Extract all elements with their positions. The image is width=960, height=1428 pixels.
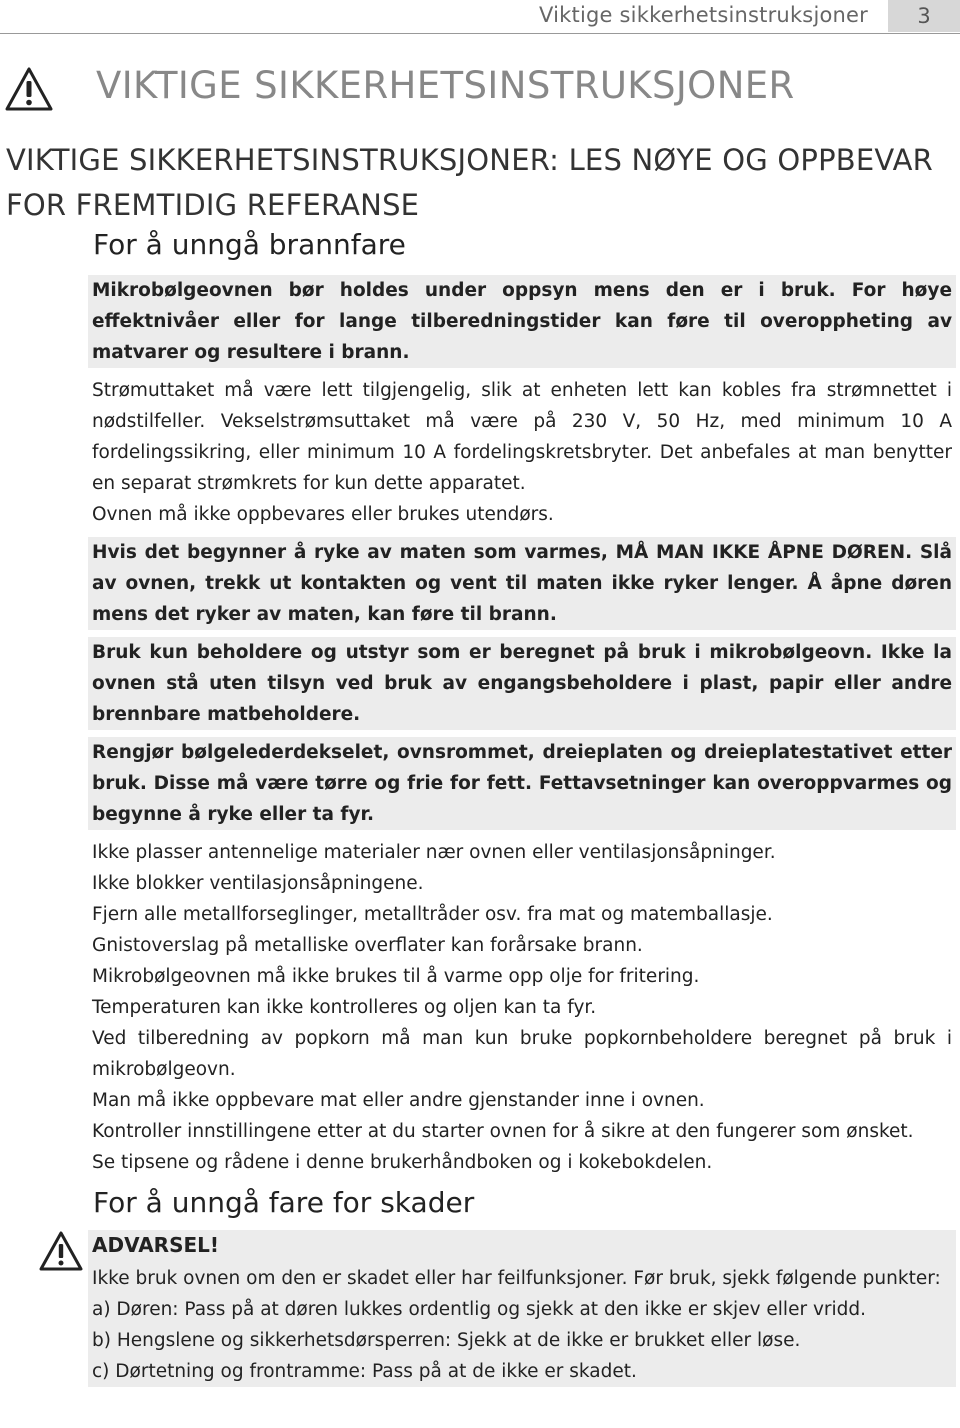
- list-item: Temperaturen kan ikke kontrolleres og oljen kan ta fyr.: [92, 997, 597, 1018]
- list-item: Mikrobølgeovnen må ikke brukes til å varme opp olje for fritering.: [92, 966, 700, 987]
- list-item: Fjern alle metallforseglinger, metalltråder osv. fra mat og matemballasje.: [92, 904, 773, 925]
- warning-triangle-icon: [4, 66, 54, 112]
- header-rule: [0, 33, 960, 34]
- page-number: 3: [888, 0, 960, 32]
- paragraph: Bruk kun beholdere og utstyr som er beregnet på bruk i mikrobølgeovn. Ikke la ovnen stå uten tilsyn ved bruk av engangsbeholdere i plast, papir eller andre brennbare matbeholdere.: [88, 637, 956, 730]
- paragraph: Strømuttaket må være lett tilgjengelig, slik at enheten lett kan kobles fra strømnettet i nødstilfeller. Vekselstrømsuttaket må være på 230 V, 50 Hz, med minimum 10 A fordelingssikring, eller minimum 10 A fordelingskretsbryter. Det anbefales at man benytter en separat strømkrets for kun dette apparatet.: [92, 380, 952, 494]
- list-item: Ikke blokker ventilasjonsåpningene.: [92, 873, 424, 894]
- list-item: Man må ikke oppbevare mat eller andre gjenstander inne i ovnen.: [92, 1090, 705, 1111]
- main-title: VIKTIGE SIKKERHETSINSTRUKSJONER: [96, 64, 795, 107]
- paragraph: Rengjør bølgelederdekselet, ovnsrommet, dreieplaten og dreieplatestativet etter bruk. Disse må være tørre og frie for fett. Fettavsetninger kan overoppvarmes og begynne å ryke eller ta fyr.: [88, 737, 956, 830]
- list-item: a) Døren: Pass på at døren lukkes ordentlig og sjekk at den ikke er skjev eller vridd.: [92, 1299, 867, 1320]
- list-item: Gnistoverslag på metalliske overflater kan forårsake brann.: [92, 935, 643, 956]
- list-item: Ikke plasser antennelige materialer nær ovnen eller ventilasjonsåpninger.: [92, 842, 776, 863]
- warning-box: [88, 1230, 956, 1387]
- section-title-fire: For å unngå brannfare: [93, 228, 406, 261]
- paragraph: Hvis det begynner å ryke av maten som varmes, MÅ MAN IKKE ÅPNE DØREN. Slå av ovnen, trekk ut kontakten og vent til maten ikke ryker lenger. Å åpne døren mens det ryker av maten, kan føre til brann.: [88, 537, 956, 630]
- list-item: Ved tilberedning av popkorn må man kun bruke popkornbeholdere beregnet på bruk i mikrobølgeovn.: [92, 1028, 952, 1080]
- subtitle: VIKTIGE SIKKERHETSINSTRUKSJONER: LES NØYE OG OPPBEVAR FOR FREMTIDIG REFERANSE: [6, 143, 933, 222]
- section-title-injury: For å unngå fare for skader: [93, 1186, 475, 1219]
- paragraph: Ovnen må ikke oppbevares eller brukes utendørs.: [92, 504, 554, 525]
- list-item: c) Dørtetning og frontramme: Pass på at de ikke er skadet.: [92, 1361, 637, 1382]
- list-item: Kontroller innstillingene etter at du starter ovnen for å sikre at den fungerer som ønsket.: [92, 1121, 914, 1142]
- list-item: b) Hengslene og sikkerhetsdørsperren: Sjekk at de ikke er brukket eller løse.: [92, 1330, 801, 1351]
- paragraph: Ikke bruk ovnen om den er skadet eller har feilfunksjoner. Før bruk, sjekk følgende punkter:: [92, 1268, 941, 1289]
- paragraph: Mikrobølgeovnen bør holdes under oppsyn mens den er i bruk. For høye effektnivåer eller for lange tilberedningstider kan føre til overoppheting av matvarer og resultere i brann.: [88, 275, 956, 368]
- warning-triangle-icon: [38, 1230, 84, 1272]
- running-title: Viktige sikkerhetsinstruksjoner: [539, 3, 868, 27]
- fire-section-body: [88, 275, 956, 1178]
- page-header: [0, 0, 960, 36]
- warning-label: ADVARSEL!: [92, 1233, 220, 1257]
- list-item: Se tipsene og rådene i denne brukerhåndboken og i kokebokdelen.: [92, 1152, 713, 1173]
